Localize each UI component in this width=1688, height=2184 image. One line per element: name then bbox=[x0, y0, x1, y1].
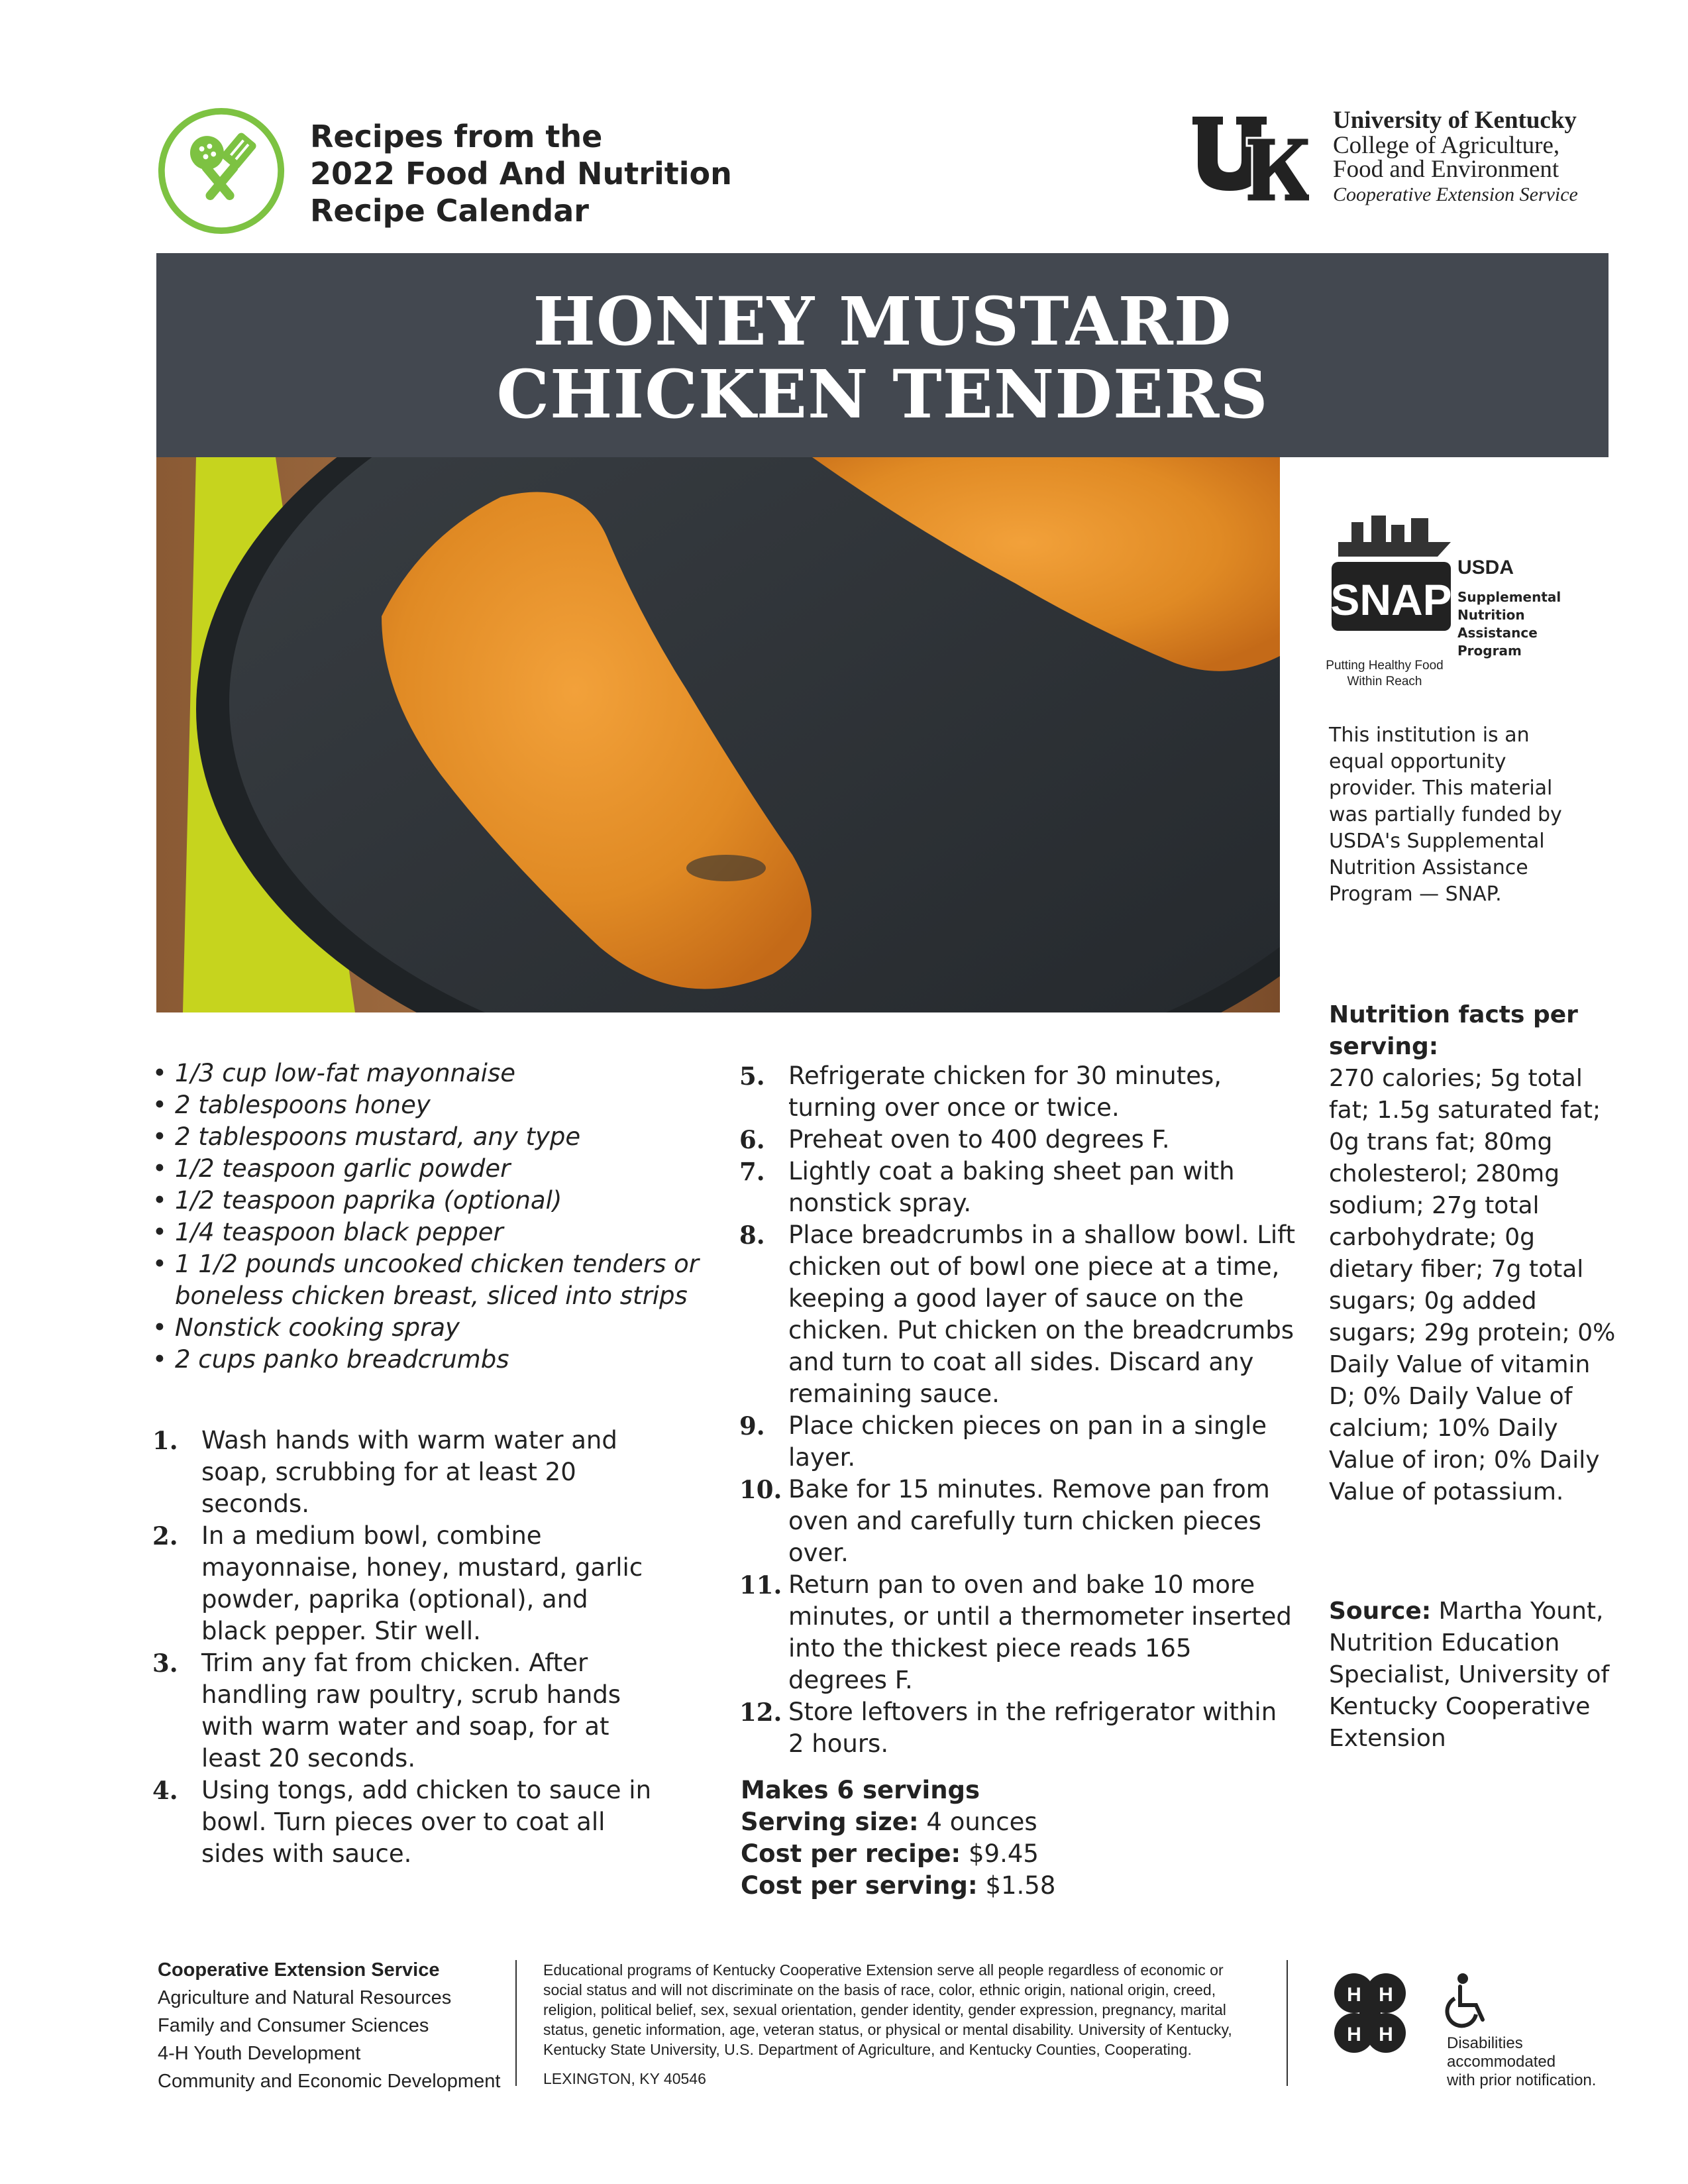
step-text: Trim any fat from chicken. After handling raw poultry, scrub hands with warm water and soap, for at least 20 seconds. bbox=[201, 1649, 621, 1773]
step-item bbox=[152, 1425, 656, 1520]
ingredient-item: • 1/2 teaspoon garlic powder bbox=[152, 1153, 709, 1185]
snap-program-line: Nutrition bbox=[1457, 607, 1525, 623]
step-number: 9. bbox=[739, 1411, 765, 1441]
step-item bbox=[739, 1156, 1296, 1219]
step-item bbox=[739, 1410, 1296, 1474]
snap-logo bbox=[1318, 516, 1597, 701]
step-number: 1. bbox=[152, 1426, 178, 1455]
ingredient-item: • 1/4 teaspoon black pepper bbox=[152, 1217, 709, 1248]
snap-tagline: Within Reach bbox=[1347, 675, 1422, 688]
footer-statement-block bbox=[543, 1960, 1265, 2089]
footer-departments bbox=[158, 1956, 502, 2095]
extension-service-line: Cooperative Extension Service bbox=[1333, 184, 1578, 205]
calendar-title bbox=[310, 118, 814, 229]
step-item bbox=[739, 1219, 1296, 1410]
step-text: Place breadcrumbs in a shallow bowl. Lift chicken out of bowl one piece at a time, keeping a good layer of sauce on the chicken. Put chicken on the breadcrumbs and turn to coat all sides. Discard any remaining sauce. bbox=[788, 1221, 1296, 1408]
cost-per-recipe bbox=[741, 1838, 1271, 1870]
cost-serving-label: Cost per serving: bbox=[741, 1871, 978, 1900]
step-number: 8. bbox=[739, 1221, 765, 1250]
snap-usda: USDA bbox=[1457, 557, 1514, 578]
footer-department: Agriculture and Natural Resources bbox=[158, 1987, 452, 2008]
footer-department: Family and Consumer Sciences bbox=[158, 2015, 429, 2036]
step-number: 6. bbox=[739, 1125, 765, 1154]
footer-department: Community and Economic Development bbox=[158, 2071, 501, 2092]
college-line: College of Agriculture, bbox=[1333, 132, 1560, 159]
footer-divider bbox=[1287, 1960, 1288, 2086]
step-text: Preheat oven to 400 degrees F. bbox=[788, 1125, 1170, 1154]
cost-recipe-label: Cost per recipe: bbox=[741, 1839, 961, 1868]
nondiscrimination-statement: Educational programs of Kentucky Cooperative Extension serve all people regardless of economic or social status and will not discriminate on the basis of race, color, ethnic origin, national origin, creed, religion, political belief, sex, sexual orientation, gender identity, gender expression, pregnancy, marital status, genetic information, age, veteran status, or physical or mental disability. University of Kentucky, Kentucky State University, U.S. Department of Agriculture, and Kentucky Counties, Cooperating. bbox=[543, 1961, 1232, 2058]
calendar-title-line: Recipe Calendar bbox=[310, 193, 589, 229]
accessibility-line: accommodated bbox=[1447, 2053, 1556, 2071]
source-label: Source: bbox=[1329, 1598, 1432, 1625]
servings-count: Makes 6 servings bbox=[741, 1776, 980, 1804]
cost-per-serving bbox=[741, 1870, 1271, 1902]
title-banner bbox=[156, 253, 1609, 457]
recipe-title-line: CHICKEN TENDERS bbox=[496, 355, 1269, 433]
ingredient-item: • 2 tablespoons mustard, any type bbox=[152, 1121, 709, 1153]
svg-text:H: H bbox=[1347, 1984, 1361, 2006]
step-text: In a medium bowl, combine mayonnaise, honey, mustard, garlic powder, paprika (optional), and black pepper. Stir well. bbox=[201, 1521, 643, 1645]
step-item bbox=[739, 1474, 1296, 1569]
snap-program-line: Supplemental bbox=[1457, 589, 1561, 605]
step-text: Store leftovers in the refrigerator within 2 hours. bbox=[788, 1698, 1277, 1758]
step-item bbox=[152, 1774, 656, 1870]
accessibility-note bbox=[1447, 2034, 1619, 2090]
uk-logo-icon bbox=[1190, 111, 1309, 207]
step-number: 2. bbox=[152, 1521, 178, 1551]
wheelchair-icon bbox=[1443, 1972, 1493, 2030]
footer-department: 4-H Youth Development bbox=[158, 2043, 361, 2064]
ingredient-item: • 1/3 cup low-fat mayonnaise bbox=[152, 1058, 709, 1089]
step-text: Place chicken pieces on pan in a single layer. bbox=[788, 1411, 1267, 1472]
calendar-title-line: 2022 Food And Nutrition bbox=[310, 156, 732, 191]
snap-program-line: Program bbox=[1457, 643, 1522, 659]
step-text: Refrigerate chicken for 30 minutes, turning over once or twice. bbox=[788, 1062, 1222, 1122]
recipe-title-line: HONEY MUSTARD bbox=[533, 282, 1232, 360]
snap-program-line: Assistance bbox=[1457, 625, 1538, 641]
footer-divider bbox=[515, 1960, 517, 2086]
nutrition-text: 270 calories; 5g total fat; 1.5g saturated fat; 0g trans fat; 80mg cholesterol; 280mg sodium; 27g total carbohydrate; 0g dietary fiber; 7g total sugars; 0g added sugars; 29g protein; 0% Daily Value of vitamin D; 0% Daily Value of calcium; 10% Daily Value of iron; 0% Daily Value of potassium. bbox=[1329, 1065, 1616, 1505]
step-item bbox=[152, 1520, 656, 1647]
cost-serving-value: $1.58 bbox=[985, 1871, 1056, 1900]
ingredient-item: • 2 tablespoons honey bbox=[152, 1089, 709, 1121]
footer-address: LEXINGTON, KY 40546 bbox=[543, 2070, 706, 2087]
steps-list-left bbox=[152, 1425, 656, 1870]
college-line: Food and Environment bbox=[1333, 156, 1559, 183]
nutrition-facts bbox=[1329, 999, 1620, 1508]
source-text: Martha Yount, Nutrition Education Specialist, University of Kentucky Cooperative Extension bbox=[1329, 1598, 1610, 1752]
recipe-source bbox=[1329, 1596, 1620, 1755]
step-text: Return pan to oven and bake 10 more minutes, or until a thermometer inserted into the thickest piece reads 165 degrees F. bbox=[788, 1570, 1292, 1694]
step-number: 5. bbox=[739, 1062, 765, 1091]
4h-clover-icon bbox=[1317, 1961, 1423, 2067]
step-text: Wash hands with warm water and soap, scrubbing for at least 20 seconds. bbox=[201, 1426, 617, 1518]
ingredient-item: • 2 cups panko breadcrumbs bbox=[152, 1344, 709, 1376]
spatula-spoon-icon bbox=[156, 106, 286, 236]
calendar-title-line: Recipes from the bbox=[310, 119, 603, 154]
university-block bbox=[1333, 107, 1677, 208]
ingredient-item: • 1/2 teaspoon paprika (optional) bbox=[152, 1185, 709, 1217]
ingredients-list bbox=[152, 1058, 709, 1376]
accessibility-line: Disabilities bbox=[1447, 2034, 1523, 2052]
svg-text:H: H bbox=[1379, 2024, 1393, 2046]
step-text: Using tongs, add chicken to sauce in bowl. Turn pieces over to coat all sides with sauce. bbox=[201, 1776, 652, 1868]
accessibility-line: with prior notification. bbox=[1447, 2071, 1597, 2089]
step-number: 12. bbox=[739, 1698, 782, 1727]
nutrition-heading: Nutrition facts per serving: bbox=[1329, 1001, 1578, 1060]
step-text: Lightly coat a baking sheet pan with nonstick spray. bbox=[788, 1157, 1235, 1217]
recipe-title bbox=[156, 282, 1609, 433]
step-item bbox=[739, 1124, 1296, 1156]
step-item bbox=[739, 1696, 1296, 1760]
svg-text:H: H bbox=[1347, 2024, 1361, 2046]
ingredient-item: • Nonstick cooking spray bbox=[152, 1312, 709, 1344]
cost-recipe-value: $9.45 bbox=[968, 1839, 1039, 1868]
step-item bbox=[739, 1060, 1296, 1124]
snap-disclaimer: This institution is an equal opportunity provider. This material was partially funded by USDA's Supplemental Nutrition Assistance Program — SNAP. bbox=[1329, 724, 1562, 906]
step-number: 4. bbox=[152, 1776, 178, 1805]
ingredient-item: • 1 1/2 pounds uncooked chicken tenders or boneless chicken breast, sliced into strips bbox=[152, 1248, 709, 1312]
footer-heading: Cooperative Extension Service bbox=[158, 1959, 440, 1981]
chicken-tenders-photo bbox=[156, 457, 1280, 1012]
yield-block bbox=[741, 1774, 1271, 1902]
step-number: 11. bbox=[739, 1570, 782, 1600]
step-item bbox=[152, 1647, 656, 1774]
step-number: 10. bbox=[739, 1475, 782, 1504]
serving-size-value: 4 ounces bbox=[926, 1808, 1037, 1836]
step-number: 3. bbox=[152, 1649, 178, 1678]
step-number: 7. bbox=[739, 1157, 765, 1186]
serving-size bbox=[741, 1806, 1271, 1838]
snap-wordmark: SNAP bbox=[1330, 575, 1452, 624]
serving-size-label: Serving size: bbox=[741, 1808, 919, 1836]
svg-text:H: H bbox=[1379, 1984, 1393, 2006]
step-text: Bake for 15 minutes. Remove pan from oven and carefully turn chicken pieces over. bbox=[788, 1475, 1270, 1567]
snap-tagline: Putting Healthy Food bbox=[1326, 659, 1444, 673]
university-name: University of Kentucky bbox=[1333, 107, 1577, 134]
steps-list-right bbox=[739, 1060, 1296, 1760]
step-item bbox=[739, 1569, 1296, 1696]
